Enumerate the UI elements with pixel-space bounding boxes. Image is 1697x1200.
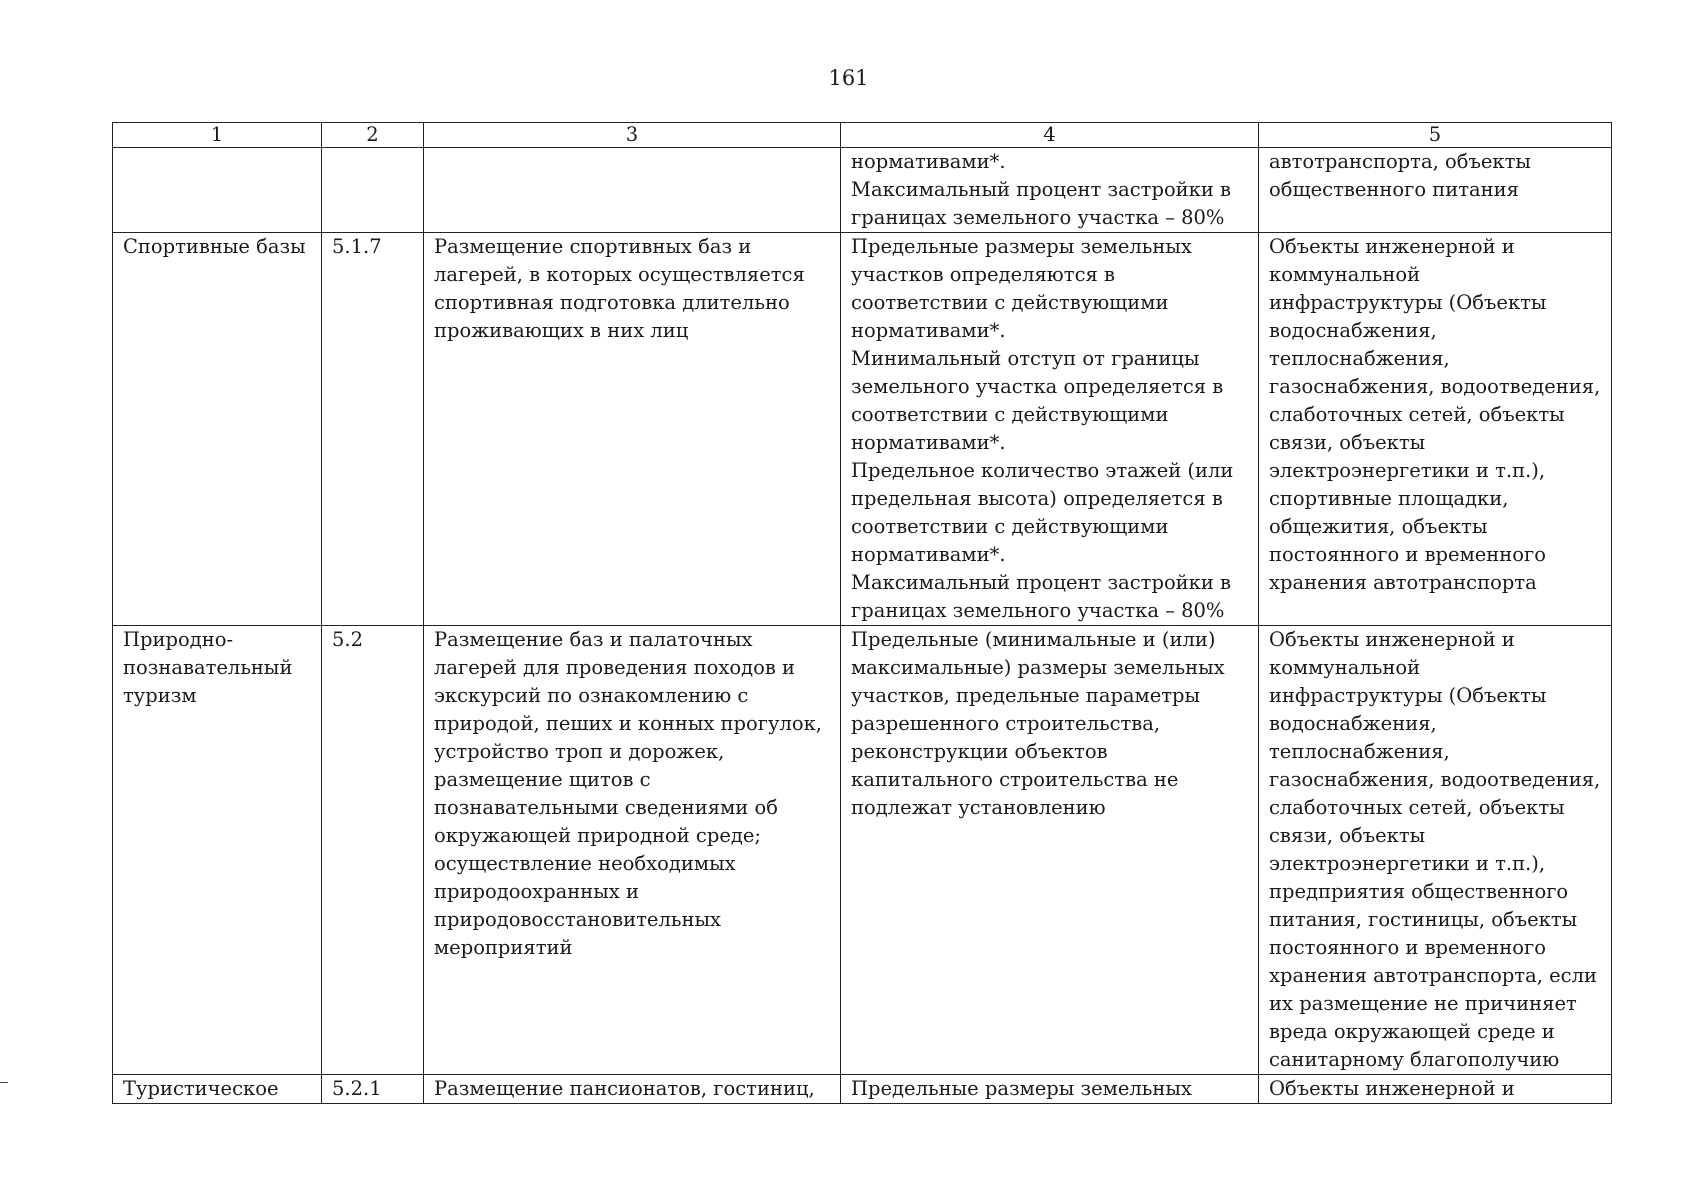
cell-text-line: Минимальный отступ от границы xyxy=(851,347,1200,370)
cell-text-line: Предельное количество этажей (или xyxy=(851,459,1234,482)
use-description-cell xyxy=(424,626,841,1075)
cell-text-line: нормативами*. xyxy=(851,543,1006,566)
cell-text-line: мероприятий xyxy=(434,936,573,959)
cell-text-line: санитарному благополучию xyxy=(1269,1048,1560,1071)
cell-text-line: максимальные) размеры земельных xyxy=(851,656,1225,679)
auxiliary-uses-cell xyxy=(1259,233,1612,626)
cell-text-line: Размещение баз и палаточных xyxy=(434,628,753,651)
table-row xyxy=(113,626,1612,1075)
cell-text-line: инфраструктуры (Объекты xyxy=(1269,684,1547,707)
cell-text-line: нормативами*. xyxy=(851,150,1006,173)
cell-text-line: водоснабжения, xyxy=(1269,319,1437,342)
cell-text-line: спортивные площадки, xyxy=(1269,487,1509,510)
cell-text-line: подлежат установлению xyxy=(851,796,1106,819)
cell-text-line: коммунальной xyxy=(1269,656,1421,679)
cell-text-line: Объекты инженерной и xyxy=(1269,235,1515,258)
cell-text-line: предприятия общественного xyxy=(1269,880,1569,903)
column-header-2: 2 xyxy=(322,123,424,148)
use-type-name-cell xyxy=(113,626,322,1075)
use-type-name-cell xyxy=(113,1075,322,1104)
scan-edge-mark xyxy=(0,1082,8,1083)
cell-text-line: предельная высота) определяется в xyxy=(851,487,1223,510)
parameters-cell xyxy=(841,233,1259,626)
use-code-cell xyxy=(322,233,424,626)
table-row xyxy=(113,1075,1612,1104)
cell-text-line: проживающих в них лиц xyxy=(434,319,689,342)
parameters-cell xyxy=(841,626,1259,1075)
cell-text-line: окружающей природной среде; xyxy=(434,824,761,847)
column-header-1: 1 xyxy=(113,123,322,148)
cell-text-line: осуществление необходимых xyxy=(434,852,736,875)
auxiliary-uses-cell xyxy=(1259,1075,1612,1104)
cell-text-line: газоснабжения, водоотведения, xyxy=(1269,768,1601,791)
cell-text-line: коммунальной xyxy=(1269,263,1421,286)
cell-text-line: теплоснабжения, xyxy=(1269,347,1450,370)
cell-text-line: реконструкции объектов xyxy=(851,740,1108,763)
cell-text-line: соответствии с действующими xyxy=(851,403,1169,426)
cell-text-line: постоянного и временного xyxy=(1269,936,1546,959)
cell-text-line: природоохранных и xyxy=(434,880,639,903)
cell-text-line: вреда окружающей среде и xyxy=(1269,1020,1555,1043)
cell-text-line: хранения автотранспорта xyxy=(1269,571,1537,594)
cell-text-line: их размещение не причиняет xyxy=(1269,992,1577,1015)
cell-text-line: Предельные (минимальные и (или) xyxy=(851,628,1216,651)
page-number: 161 xyxy=(828,66,869,90)
cell-text-line: Максимальный процент застройки в xyxy=(851,178,1232,201)
cell-text-line: электроэнергетики и т.п.), xyxy=(1269,852,1546,875)
parameters-cell xyxy=(841,148,1259,233)
cell-text-line: связи, объекты xyxy=(1269,824,1426,847)
cell-text-line: размещение щитов с xyxy=(434,768,651,791)
use-type-name-cell xyxy=(113,233,322,626)
cell-text-line: 5.2.1 xyxy=(332,1077,382,1100)
cell-text-line: экскурсий по ознакомлению с xyxy=(434,684,749,707)
cell-text-line: общественного питания xyxy=(1269,178,1519,201)
cell-text-line: Предельные размеры земельных xyxy=(851,1077,1192,1100)
cell-text-line: нормативами*. xyxy=(851,319,1006,342)
cell-text-line: спортивная подготовка длительно xyxy=(434,291,790,314)
use-type-name-cell xyxy=(113,148,322,233)
cell-text-line: Предельные размеры земельных xyxy=(851,235,1192,258)
cell-text-line: Объекты инженерной и xyxy=(1269,628,1515,651)
column-header-4: 4 xyxy=(841,123,1259,148)
table-row xyxy=(113,148,1612,233)
cell-text-line: познавательными сведениями об xyxy=(434,796,778,819)
cell-text-line: лагерей, в которых осуществляется xyxy=(434,263,805,286)
cell-text-line: хранения автотранспорта, если xyxy=(1269,964,1597,987)
cell-text-line: постоянного и временного xyxy=(1269,543,1546,566)
cell-text-line: связи, объекты xyxy=(1269,431,1426,454)
cell-text-line: Максимальный процент застройки в xyxy=(851,571,1232,594)
cell-text-line: участков, предельные параметры xyxy=(851,684,1201,707)
cell-text-line: Туристическое xyxy=(123,1077,279,1100)
cell-text-line: туризм xyxy=(123,684,197,707)
cell-text-line: нормативами*. xyxy=(851,431,1006,454)
cell-text-line: водоснабжения, xyxy=(1269,712,1437,735)
cell-text-line: земельного участка определяется в xyxy=(851,375,1224,398)
use-description-cell xyxy=(424,1075,841,1104)
cell-text-line: инфраструктуры (Объекты xyxy=(1269,291,1547,314)
cell-text-line: питания, гостиницы, объекты xyxy=(1269,908,1578,931)
cell-text-line: автотранспорта, объекты xyxy=(1269,150,1531,173)
cell-text-line: разрешенного строительства, xyxy=(851,712,1161,735)
cell-text-line: соответствии с действующими xyxy=(851,291,1169,314)
cell-text-line: капитального строительства не xyxy=(851,768,1179,791)
use-code-cell xyxy=(322,1075,424,1104)
cell-text-line: газоснабжения, водоотведения, xyxy=(1269,375,1601,398)
cell-text-line: Размещение пансионатов, гостиниц, xyxy=(434,1077,815,1100)
cell-text-line: участков определяются в xyxy=(851,263,1115,286)
use-code-cell xyxy=(322,626,424,1075)
cell-text-line: 5.2 xyxy=(332,628,364,651)
cell-text-line: электроэнергетики и т.п.), xyxy=(1269,459,1546,482)
cell-text-line: природой, пеших и конных прогулок, xyxy=(434,712,822,735)
auxiliary-uses-cell xyxy=(1259,626,1612,1075)
cell-text-line: природовосстановительных xyxy=(434,908,721,931)
land-use-table xyxy=(112,122,1612,1104)
table-row xyxy=(113,233,1612,626)
cell-text-line: общежития, объекты xyxy=(1269,515,1488,538)
cell-text-line: Объекты инженерной и xyxy=(1269,1077,1515,1100)
cell-text-line: слаботочных сетей, объекты xyxy=(1269,403,1565,426)
use-description-cell xyxy=(424,233,841,626)
cell-text-line: Природно- xyxy=(123,628,234,651)
cell-text-line: устройство троп и дорожек, xyxy=(434,740,725,763)
cell-text-line: теплоснабжения, xyxy=(1269,740,1450,763)
auxiliary-uses-cell xyxy=(1259,148,1612,233)
use-description-cell xyxy=(424,148,841,233)
parameters-cell xyxy=(841,1075,1259,1104)
cell-text-line: Спортивные базы xyxy=(123,235,306,258)
cell-text-line: слаботочных сетей, объекты xyxy=(1269,796,1565,819)
column-header-5: 5 xyxy=(1259,123,1612,148)
column-header-3: 3 xyxy=(424,123,841,148)
header-row xyxy=(113,123,1612,148)
cell-text-line: соответствии с действующими xyxy=(851,515,1169,538)
use-code-cell xyxy=(322,148,424,233)
cell-text-line: границах земельного участка – 80% xyxy=(851,206,1225,229)
cell-text-line: лагерей для проведения походов и xyxy=(434,656,796,679)
cell-text-line: границах земельного участка – 80% xyxy=(851,599,1225,622)
cell-text-line: Размещение спортивных баз и xyxy=(434,235,752,258)
cell-text-line: 5.1.7 xyxy=(332,235,382,258)
cell-text-line: познавательный xyxy=(123,656,293,679)
